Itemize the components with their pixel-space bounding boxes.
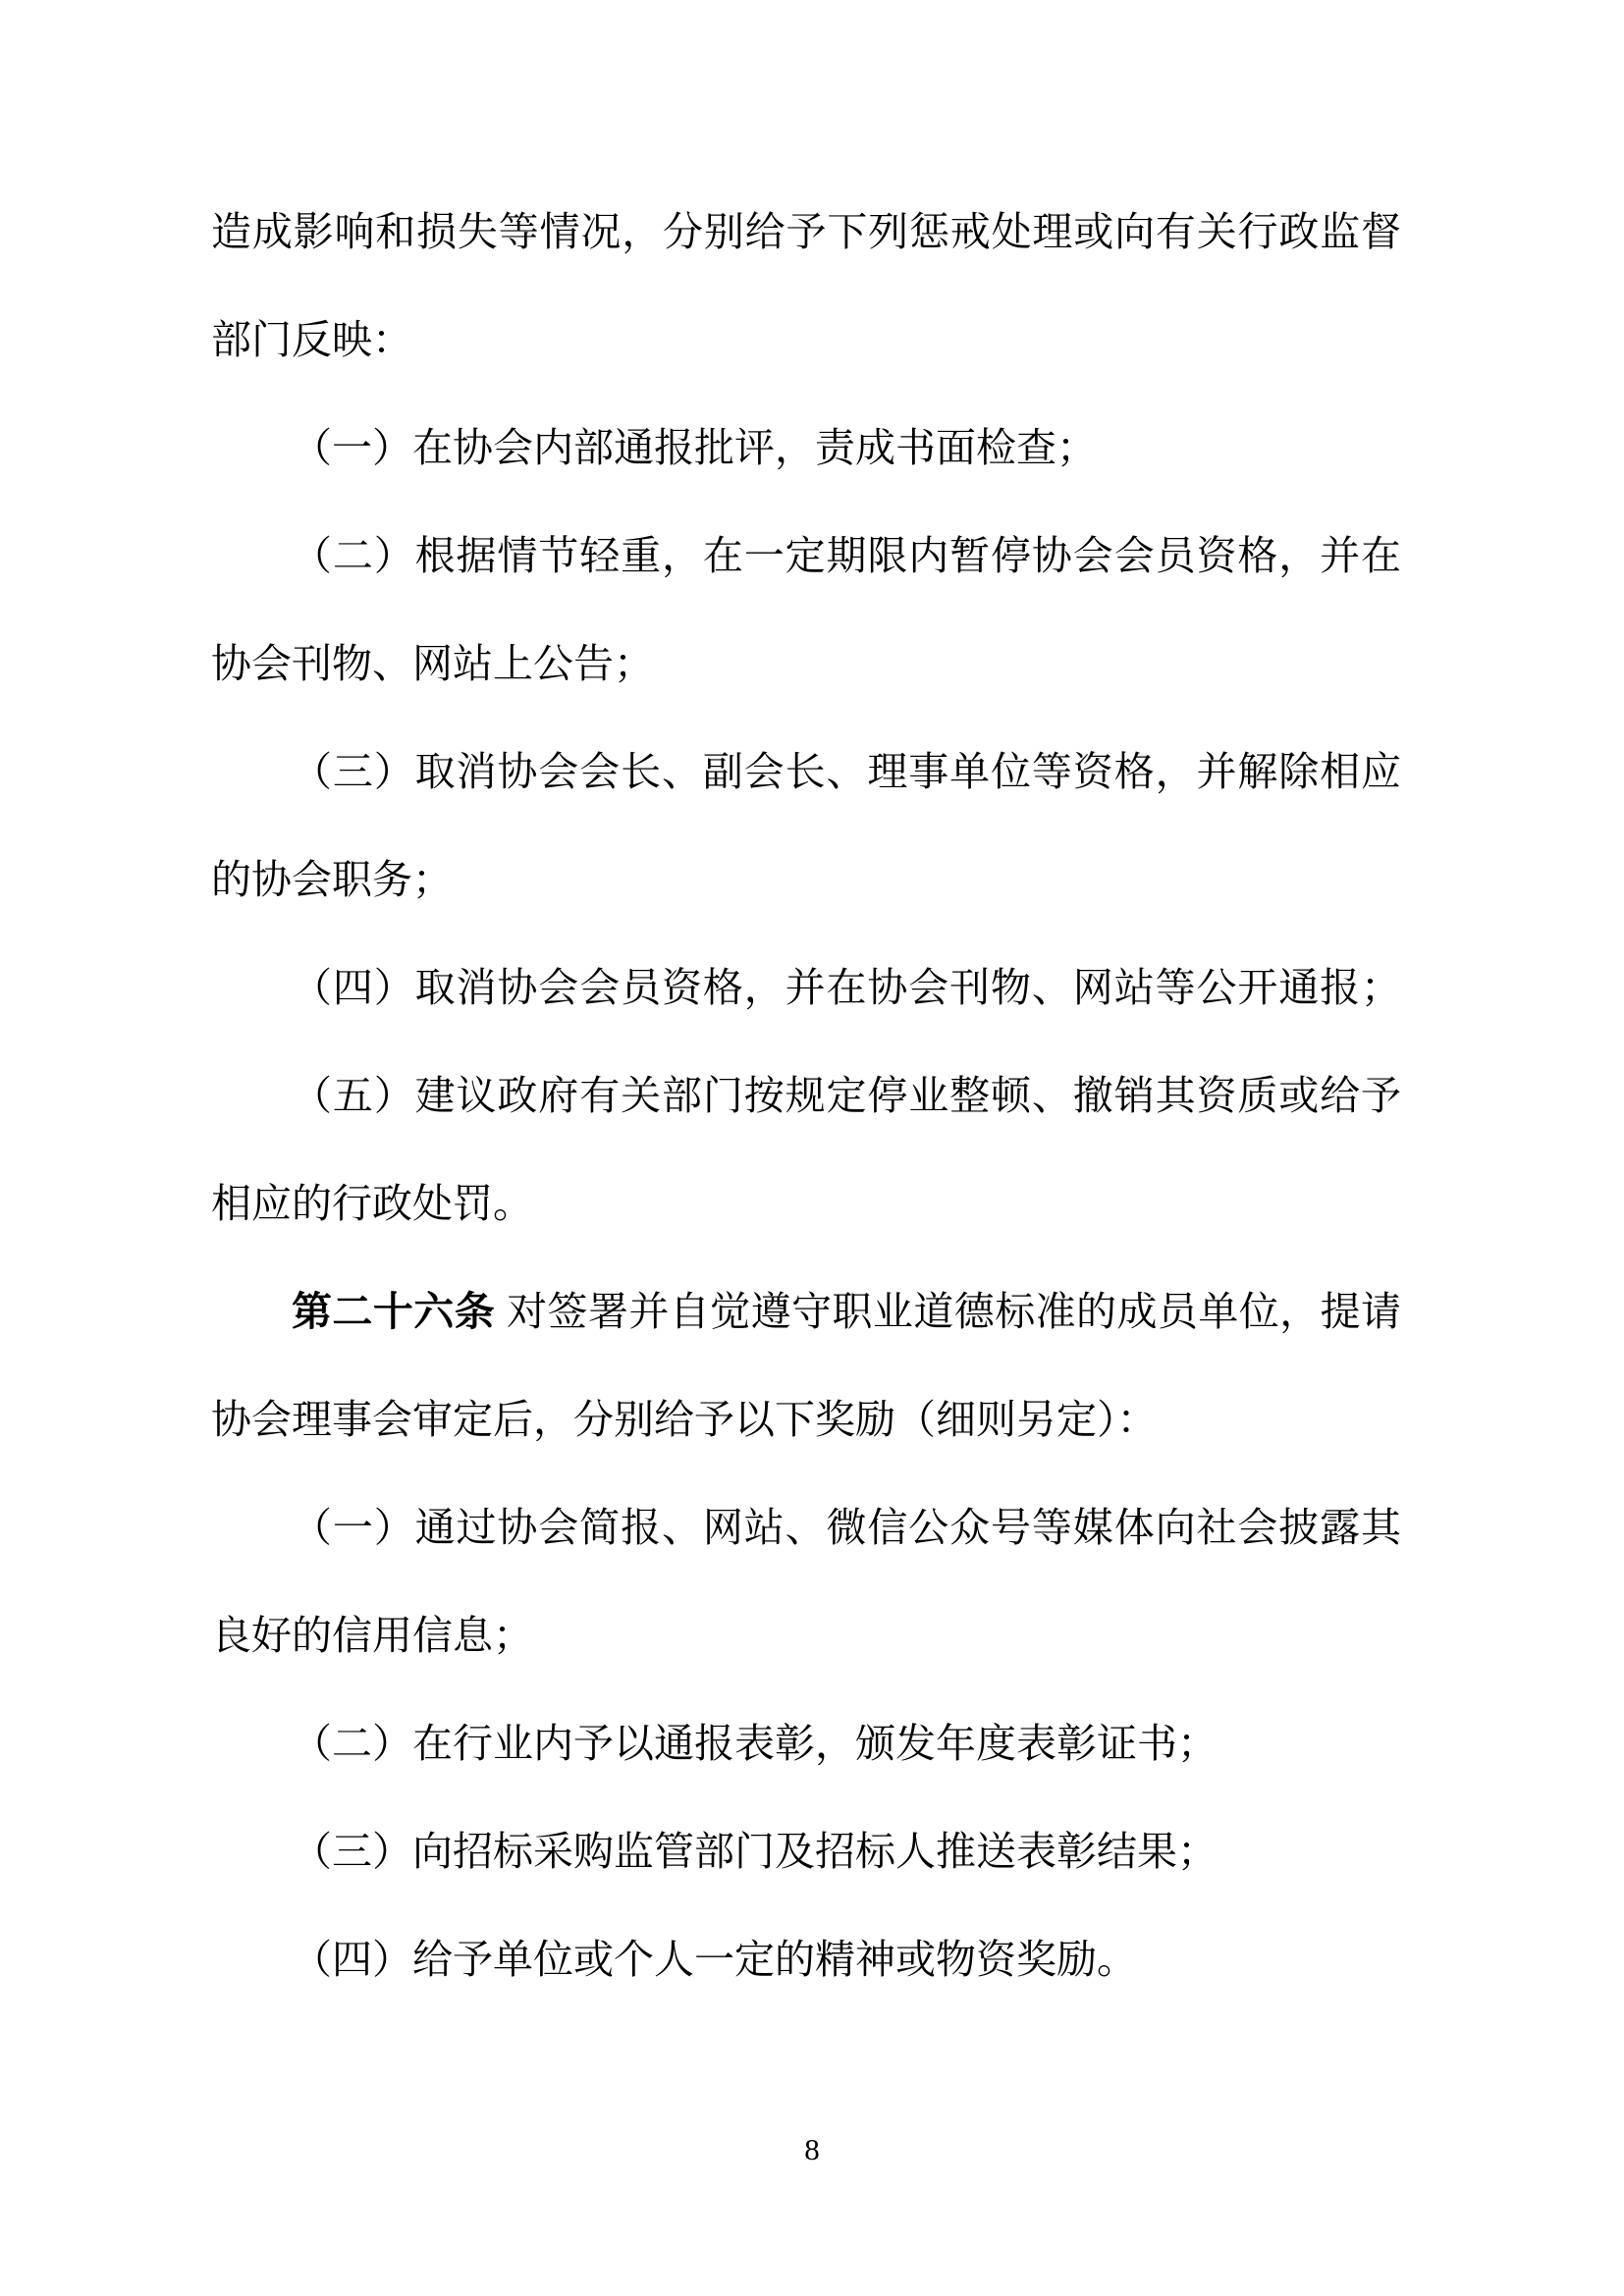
text-line-8: （四）取消协会会员资格，并在协会刊物、网站等公开通报； [292,965,1401,1010]
text-line-10: 相应的行政处罚。 [211,1181,533,1226]
page-number: 8 [804,2132,820,2166]
text-line-4: （二）根据情节轻重，在一定期限内暂停协会会员资格，并在 [292,533,1401,578]
text-line-1: 造成影响和损失等情况，分别给予下列惩戒处理或向有关行政监督 [211,209,1401,254]
text-line-3: （一）在协会内部通报批评，责成书面检查； [292,425,1097,470]
document-body [211,178,1401,2013]
text-line-2: 部门反映： [211,317,412,362]
text-line-11 [211,1257,1401,1365]
text-line-12: 协会理事会审定后，分别给予以下奖励（细则另定）： [211,1397,1158,1442]
article-number-bold: 第二十六条 [292,1289,496,1334]
text-line-6: （三）取消协会会长、副会长、理事单位等资格，并解除相应 [292,749,1401,794]
text-line-15: （二）在行业内予以通报表彰，颁发年度表彰证书； [292,1721,1218,1766]
text-line-17: （四）给予单位或个人一定的精神或物资奖励。 [292,1937,1137,1982]
text-line-9: （五）建议政府有关部门按规定停业整顿、撤销其资质或给予 [292,1073,1401,1118]
text-line-16: （三）向招标采购监管部门及招标人推送表彰结果； [292,1829,1218,1874]
text-line-7: 的协会职务； [211,857,453,902]
text-line-13: （一）通过协会简报、网站、微信公众号等媒体向社会披露其 [292,1505,1401,1550]
text-line-14: 良好的信用信息； [211,1613,533,1658]
text-line-5: 协会刊物、网站上公告； [211,641,654,686]
article-line-text: 对签署并自觉遵守职业道德标准的成员单位，提请 [507,1289,1402,1334]
